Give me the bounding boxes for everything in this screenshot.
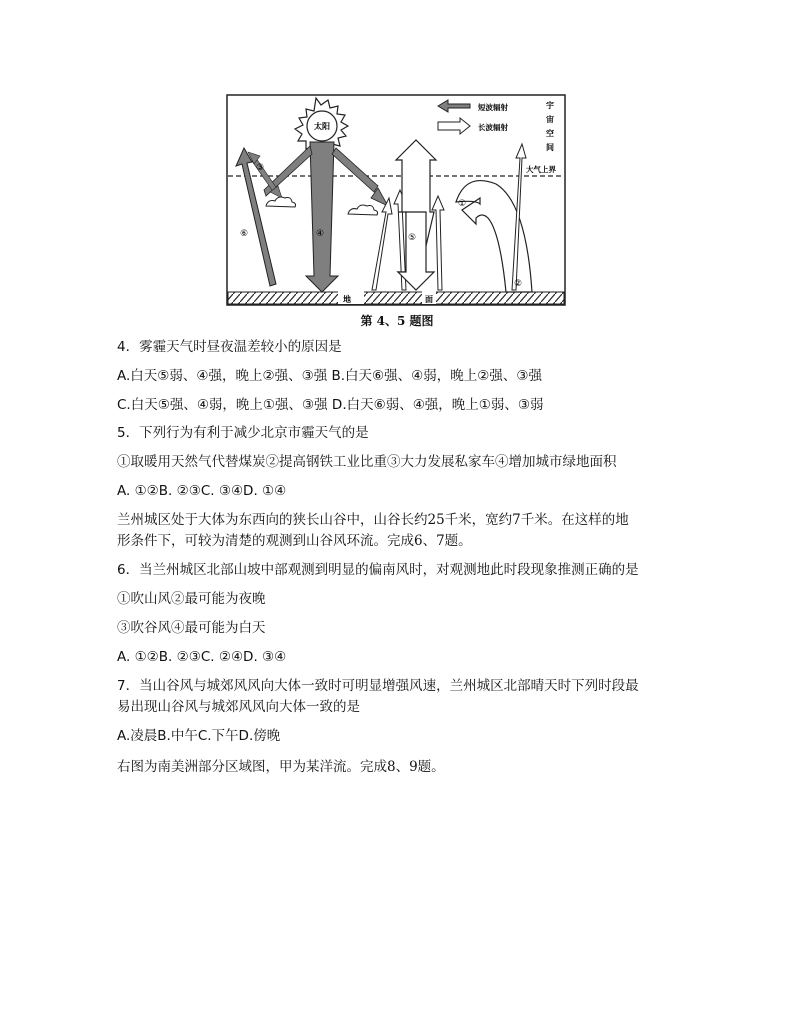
space-label-4: 间 — [546, 143, 554, 152]
q6-items1: ①吹山风②最可能为夜晚 — [117, 591, 266, 607]
q4-title: 4．雾霾天气时昼夜温差较小的原因是 — [117, 339, 342, 355]
radiation-diagram — [226, 94, 566, 306]
marker-5: ⑤ — [408, 233, 417, 243]
space-label-3: 空 — [546, 129, 554, 138]
figure-caption: 第 4、5 题图 — [360, 314, 434, 328]
marker-6: ⑥ — [240, 229, 249, 239]
legend-shortwave-label: 短波辐射 — [478, 103, 508, 112]
space-label-2: 宙 — [546, 115, 554, 124]
legend-longwave-label: 长波辐射 — [478, 123, 508, 132]
ground-label-1: 地 — [343, 295, 351, 304]
passage1-line2: 形条件下，可较为清楚的观测到山谷风环流。完成6、7题。 — [117, 533, 472, 549]
q5-options: A. ①②B. ②③C. ③④D. ①④ — [117, 483, 287, 499]
passage2-line1: 右图为南美洲部分区域图，甲为某洋流。完成8、9题。 — [117, 759, 445, 775]
q7-title-1: 7．当山谷风与城郊风风向大体一致时可明显增强风速，兰州城区北部晴天时下列时段最 — [117, 678, 639, 694]
marker-2: ② — [514, 279, 523, 289]
atmosphere-top-label: 大气上界 — [526, 165, 556, 174]
q7-title-2: 易出现山谷风与城郊风风向大体一致的是 — [117, 699, 360, 715]
passage1-line1: 兰州城区处于大体为东西向的狭长山谷中，山谷长约25千米，宽约7千米。在这样的地 — [117, 512, 629, 528]
marker-3: ③ — [256, 163, 265, 173]
space-label-1: 宇 — [546, 101, 554, 110]
sun-label: 太阳 — [314, 122, 330, 131]
q6-title: 6．当兰州城区北部山坡中部观测到明显的偏南风时，对观测地此时段现象推测正确的是 — [117, 562, 639, 578]
q5-title: 5．下列行为有利于减少北京市霾天气的是 — [117, 425, 369, 441]
q4-options-cd: C.白天⑤强、④弱，晚上①强、③强 D.白天⑥弱、④强，晚上①弱、③弱 — [117, 397, 544, 413]
ground-label-2: 面 — [425, 295, 433, 304]
q6-options: A. ①②B. ②③C. ②④D. ③④ — [117, 649, 287, 665]
q4-options-ab: A.白天⑤弱、④强，晚上②强、③强 B.白天⑥强、④弱，晚上②强、③强 — [117, 368, 542, 384]
marker-1: ① — [458, 199, 467, 209]
marker-4: ④ — [316, 229, 325, 239]
q5-items: ①取暖用天然气代替煤炭②提高钢铁工业比重③大力发展私家车④增加城市绿地面积 — [117, 454, 617, 470]
q7-options: A.凌晨B.中午C.下午D.傍晚 — [117, 728, 281, 744]
q6-items2: ③吹谷风④最可能为白天 — [117, 620, 266, 636]
